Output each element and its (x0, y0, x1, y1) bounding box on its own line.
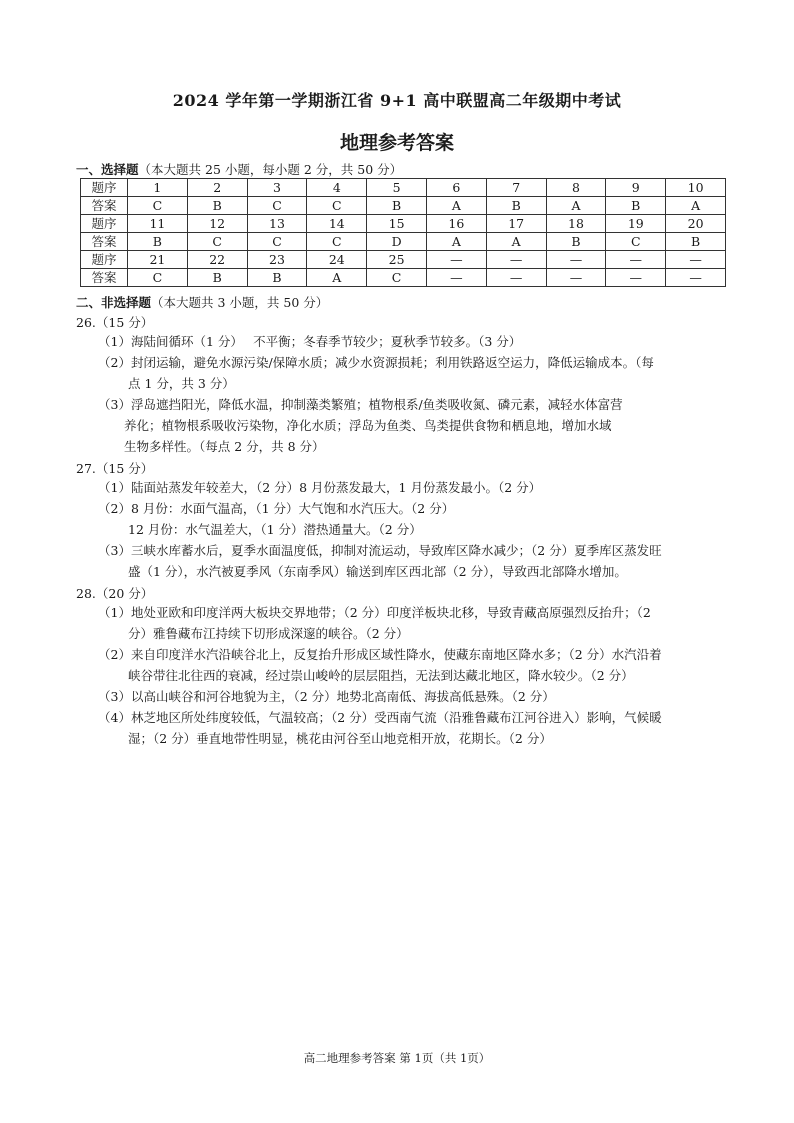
section-2-heading (76, 293, 328, 311)
question-number-cell: — (426, 251, 486, 269)
question-number-cell: 14 (307, 215, 367, 233)
answer-cell: B (128, 233, 188, 251)
answer-cell: C (128, 197, 188, 215)
q26-part2-line2: 点 1 分，共 3 分） (128, 376, 235, 391)
answer-cell: B (247, 269, 307, 287)
answer-cell: B (666, 233, 726, 251)
question-number-cell: 24 (307, 251, 367, 269)
question-number-row (81, 179, 726, 197)
answer-cell: C (307, 233, 367, 251)
question-number-cell: 6 (426, 179, 486, 197)
question-number-cell: 21 (128, 251, 188, 269)
answer-cell: C (187, 233, 247, 251)
q28-part1-line1: （1）地处亚欧和印度洋两大板块交界地带；（2 分）印度洋板块北移，导致青藏高原强烈反抬升；（2 (98, 605, 651, 620)
q26-part3-line1: （3）浮岛遮挡阳光，降低水温，抑制藻类繁殖；植物根系/鱼类吸收氮、磷元素，减轻水体富营 (98, 397, 623, 412)
question-number-cell: 17 (486, 215, 546, 233)
exam-title: 2024 学年第一学期浙江省 9+1 高中联盟高二年级期中考试 (172, 91, 622, 110)
q27-part3-line2: 盛（1 分），水汽被夏季风（东南季风）输送到库区西北部（2 分），导致西北部降水增加。 (128, 564, 627, 579)
question-number-cell: 8 (546, 179, 606, 197)
q28-heading: 28.（20 分） (76, 586, 154, 601)
row-label: 题序 (81, 179, 128, 197)
answer-cell: — (486, 269, 546, 287)
answer-cell: B (486, 197, 546, 215)
q28-part4-line2: 湿；（2 分）垂直地带性明显，桃花由河谷至山地竞相开放，花期长。（2 分） (128, 731, 552, 746)
q28-part3: （3）以高山峡谷和河谷地貌为主，（2 分）地势北高南低、海拔高低悬殊。（2 分） (98, 689, 555, 704)
answer-table (80, 178, 726, 287)
question-number-cell: 2 (187, 179, 247, 197)
answer-cell: B (367, 197, 427, 215)
answer-cell: A (307, 269, 367, 287)
section-1-note: （本大题共 25 小题，每小题 2 分，共 50 分） (138, 162, 403, 177)
section-1-heading (76, 160, 402, 178)
answer-cell: C (247, 233, 307, 251)
question-number-cell: 19 (606, 215, 666, 233)
answer-cell: — (666, 269, 726, 287)
answer-cell: B (187, 197, 247, 215)
row-label: 题序 (81, 251, 128, 269)
question-number-cell: — (666, 251, 726, 269)
page-footer: 高二地理参考答案 第 1页（共 1页） (303, 1051, 491, 1065)
question-number-cell: 7 (486, 179, 546, 197)
question-number-row (81, 251, 726, 269)
q26-part2-line1: （2）封闭运输，避免水源污染/保障水质；减少水资源损耗；利用铁路返空运力，降低运输成本。（每 (98, 355, 654, 370)
q26-part3-line3: 生物多样性。（每点 2 分，共 8 分） (124, 439, 325, 454)
q27-part3-line1: （3）三峡水库蓄水后，夏季水面温度低，抑制对流运动，导致库区降水减少；（2 分）夏季库区蒸发旺 (98, 543, 662, 558)
question-number-cell: 9 (606, 179, 666, 197)
question-number-cell: — (606, 251, 666, 269)
row-label: 题序 (81, 215, 128, 233)
answer-cell: B (187, 269, 247, 287)
answer-cell: D (367, 233, 427, 251)
row-label: 答案 (81, 197, 128, 215)
answer-row (81, 197, 726, 215)
question-number-cell: 13 (247, 215, 307, 233)
answer-cell: B (546, 233, 606, 251)
answer-cell: — (606, 269, 666, 287)
answer-cell: A (486, 233, 546, 251)
q28-part2-line2: 峡谷带往北往西的衰减，经过崇山峻岭的层层阻挡，无法到达藏北地区，降水较少。（2 分） (128, 668, 634, 683)
row-label: 答案 (81, 233, 128, 251)
q28-part2-line1: （2）来自印度洋水汽沿峡谷北上，反复抬升形成区域性降水，使藏东南地区降水多；（2 分）水汽沿着 (98, 647, 662, 662)
section-1-label: 一、选择题 (76, 162, 139, 177)
q28-part4-line1: （4）林芝地区所处纬度较低，气温较高；（2 分）受西南气流（沿雅鲁藏布江河谷进入）影响，气候暖 (98, 710, 662, 725)
section-2-label: 二、非选择题 (76, 295, 152, 310)
answer-cell: C (307, 197, 367, 215)
question-number-cell: 5 (367, 179, 427, 197)
row-label: 答案 (81, 269, 128, 287)
answer-cell: C (247, 197, 307, 215)
answer-row (81, 233, 726, 251)
answer-cell: A (666, 197, 726, 215)
question-number-cell: 12 (187, 215, 247, 233)
question-number-cell: 16 (426, 215, 486, 233)
question-number-cell: 18 (546, 215, 606, 233)
question-number-cell: 23 (247, 251, 307, 269)
question-number-cell: 22 (187, 251, 247, 269)
question-number-cell: — (486, 251, 546, 269)
answer-cell: — (546, 269, 606, 287)
answer-cell: C (128, 269, 188, 287)
question-number-cell: 25 (367, 251, 427, 269)
q27-part1: （1）陆面站蒸发年较差大，（2 分）8 月份蒸发最大，1 月份蒸发最小。（2 分） (98, 480, 542, 495)
question-number-cell: 1 (128, 179, 188, 197)
answer-cell: A (426, 233, 486, 251)
q26-part3-line2: 养化；植物根系吸收污染物，净化水质；浮岛为鱼类、鸟类提供食物和栖息地，增加水域 (124, 418, 612, 433)
q27-part2-line2: 12 月份：水气温差大，（1 分）潜热通量大。（2 分） (128, 522, 422, 537)
question-number-cell: 20 (666, 215, 726, 233)
q26-heading: 26.（15 分） (76, 315, 154, 330)
q26-part1: （1）海陆间循环（1 分） 不平衡；冬春季节较少；夏秋季节较多。（3 分） (98, 334, 522, 349)
question-number-cell: 4 (307, 179, 367, 197)
section-2-note: （本大题共 3 小题，共 50 分） (151, 295, 329, 310)
answer-cell: A (546, 197, 606, 215)
answer-cell: C (606, 233, 666, 251)
answer-key-title: 地理参考答案 (339, 132, 454, 154)
q27-part2-line1: （2）8 月份：水面气温高，（1 分）大气饱和水汽压大。（2 分） (98, 501, 455, 516)
question-number-cell: 3 (247, 179, 307, 197)
answer-cell: A (426, 197, 486, 215)
q27-heading: 27.（15 分） (76, 461, 154, 476)
question-number-row (81, 215, 726, 233)
question-number-cell: 10 (666, 179, 726, 197)
question-number-cell: — (546, 251, 606, 269)
q28-part1-line2: 分）雅鲁藏布江持续下切形成深邃的峡谷。（2 分） (128, 626, 409, 641)
answer-cell: — (426, 269, 486, 287)
answer-cell: B (606, 197, 666, 215)
question-number-cell: 11 (128, 215, 188, 233)
answer-cell: C (367, 269, 427, 287)
question-number-cell: 15 (367, 215, 427, 233)
answer-row (81, 269, 726, 287)
